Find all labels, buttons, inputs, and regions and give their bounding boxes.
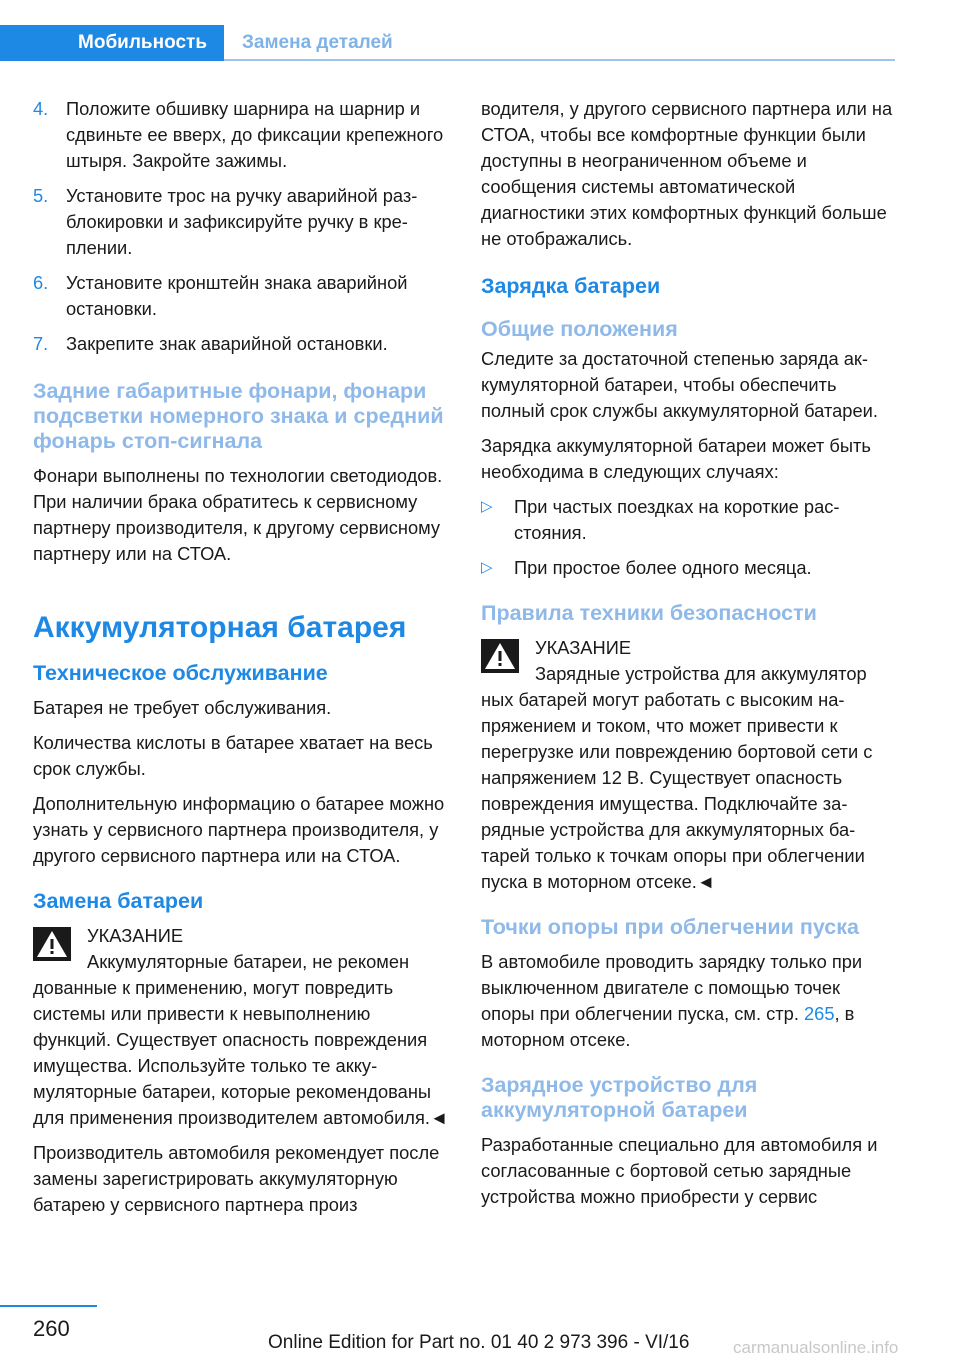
edition-text: Online Edition for Part no. 01 40 2 973 396 - VI/16 (268, 1332, 690, 1353)
warning-block (481, 635, 896, 895)
lights-paragraph: Фонари выполнены по технологии светодиодов. При наличии брака обратитесь к сервисному партнеру производителя, к другому сервисному партнеру или на СТОА. (33, 465, 443, 564)
section-tab-parts-replacement: Замена деталей (242, 32, 393, 53)
step-number: 7. (33, 333, 49, 354)
maintenance-paragraph-2: Количества кислоты в батарее хватает на весь срок службы. (33, 732, 433, 779)
watermark: carmanualsonline.info (733, 1338, 899, 1357)
warning-block (33, 923, 453, 1131)
warning-label: УКАЗАНИЕ (87, 925, 184, 946)
after-replacement-paragraph: Производитель автомобиля рекомендует после замены зарегистрировать аккумуляторную батарею у сервисного партнера произ (33, 1142, 440, 1215)
step-text: Установите трос на ручку аварийной разблокировки и зафиксируйте ручку в креплении. (66, 185, 418, 258)
step-number: 4. (33, 98, 49, 119)
maintenance-heading: Техническое обслуживание (33, 661, 328, 685)
continuation-paragraph: водителя, у другого сервисного партнера или на СТОА, чтобы все комфортные функции были доступны в неограниченном объеме и сообщения системы автоматической диагностики этих комфортных функций больше не отображались. (481, 98, 893, 249)
steps-list (33, 96, 453, 357)
general-paragraph-1: Следите за достаточной степенью заряда аккумуляторной батареи, чтобы обеспечить полный срок службы аккумуляторной батареи. (481, 348, 878, 421)
footer-divider (0, 1305, 97, 1307)
right-column (481, 96, 896, 1219)
warning-label: УКАЗАНИЕ (535, 637, 632, 658)
maintenance-paragraph-3: Дополнительную информацию о батарее можно узнать у сервисного партнера производителя, у другого сервисного партнера или на СТОА. (33, 793, 445, 866)
list-item (481, 494, 896, 546)
left-column (33, 96, 453, 1227)
step-item (33, 96, 453, 174)
general-heading: Общие положения (481, 317, 678, 341)
step-number: 5. (33, 185, 49, 206)
jump-start-heading: Точки опоры при облегчении пуска (481, 915, 859, 939)
general-paragraph-2: Зарядка аккумуляторной батареи может быть необходима в следующих случаях: (481, 435, 871, 482)
jump-start-text-end: , в моторном отсеке. (481, 1003, 855, 1050)
step-text: Установите кронштейн знака аварийной остановки. (66, 272, 408, 319)
cases-list (481, 494, 896, 581)
warning-text: дованные к применению, могут повредить системы или привести к невыполнению функций. Существует опасность повреждения имущества. Используйте только те аккумуляторные батареи, которые рекомендованы для применения производителем автомобиля.◄ (33, 977, 449, 1128)
warning-text: ных батарей могут работать с высоким напряжением и током, что может привести к перегрузке или повреждению бортовой сети с напряжением 12 В. Существует опасность повреждения имущества. Подключайте зарядные устройства для аккумуляторных батарей только к точкам опоры при облегчении пуска в моторном отсеке.◄ (481, 689, 873, 892)
chapter-title: Аккумуляторная батарея (33, 611, 407, 644)
step-text: Положите обшивку шарнира на шарнир и сдвиньте ее вверх, до фиксации крепежного штыря. Закройте зажимы. (66, 98, 444, 171)
bullet-triangle-icon: ▷ (481, 498, 493, 515)
charging-heading: Зарядка батареи (481, 274, 661, 298)
list-item-text: При частых поездках на короткие расстояния. (514, 496, 840, 543)
charger-paragraph: Разработанные специально для автомобиля и согласованные с бортовой сетью зарядные устройства можно приобрести у сервис (481, 1134, 878, 1207)
lights-heading: Задние габаритные фонари, фонари подсветки номерного знака и средний фонарь стоп-сигнала (33, 379, 444, 453)
maintenance-paragraph-1: Батарея не требует обслуживания. (33, 697, 332, 718)
page-number: 260 (33, 1316, 70, 1341)
header-divider (224, 59, 895, 61)
jump-start-text: В автомобиле проводить зарядку только при выключенном двигателе с помощью точек опоры при облегчении пуска, см. стр. (481, 951, 863, 1024)
jump-start-paragraph (481, 949, 896, 1053)
step-item (33, 270, 453, 322)
bullet-triangle-icon: ▷ (481, 559, 493, 576)
warning-first-line: Зарядные устройства для аккумулятор (535, 663, 867, 684)
safety-heading: Правила техники безопасности (481, 601, 817, 625)
charger-heading: Зарядное устройство для аккумуляторной батареи (481, 1073, 758, 1122)
step-item (33, 183, 453, 261)
list-item (481, 555, 896, 581)
page-reference-link[interactable]: 265 (804, 1003, 835, 1024)
step-item (33, 331, 453, 357)
list-item-text: При простое более одного месяца. (514, 557, 812, 578)
warning-triangle-icon (481, 639, 519, 673)
step-number: 6. (33, 272, 49, 293)
page-header (0, 25, 895, 61)
warning-first-line: Аккумуляторные батареи, не рекомен (87, 951, 410, 972)
warning-triangle-icon (33, 927, 71, 961)
battery-replacement-heading: Замена батареи (33, 889, 204, 913)
section-tab-mobility: Мобильность (0, 25, 224, 61)
step-text: Закрепите знак аварийной остановки. (66, 333, 388, 354)
